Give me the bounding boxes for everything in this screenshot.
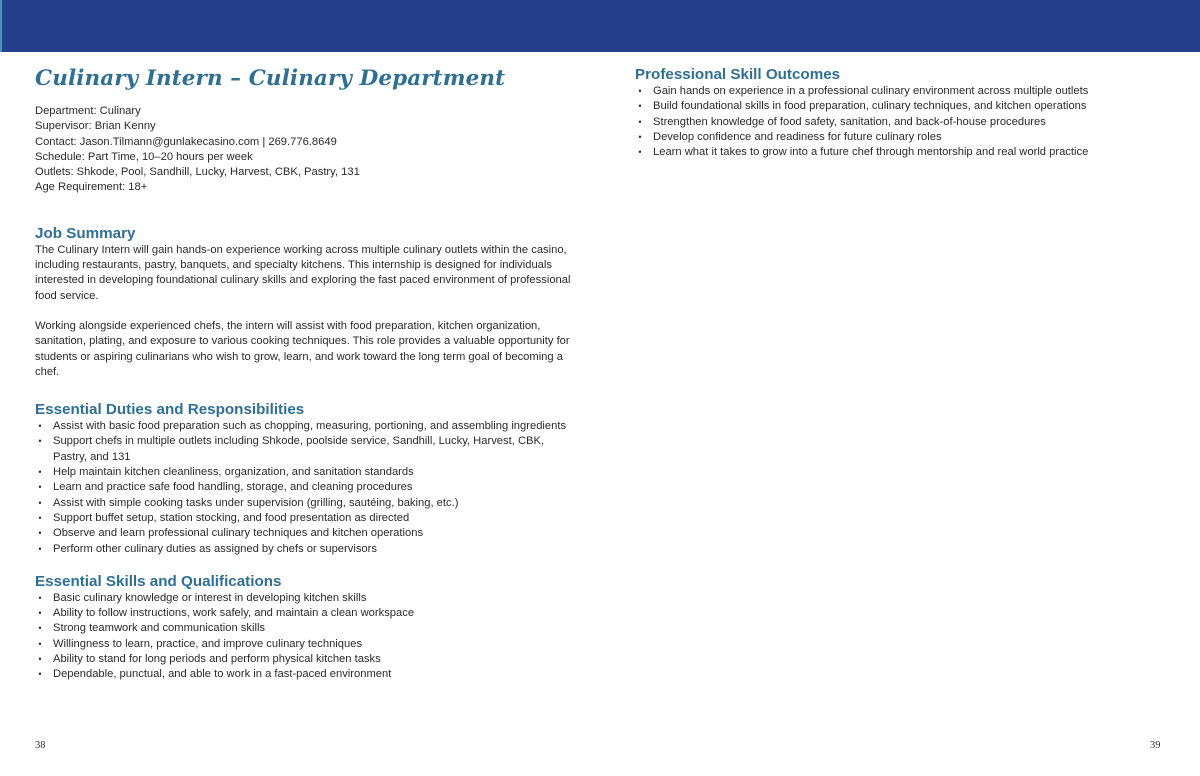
duty-item: [35, 480, 575, 495]
bullet-icon: •: [638, 131, 642, 142]
duty-text: Support chefs in multiple outlets including Shkode, poolside service, Sandhill, Lucky, Harvest, CBK, Pastry, and 131: [53, 435, 545, 463]
bullet-icon: •: [38, 669, 42, 680]
outcome-item: [635, 145, 1175, 160]
skill-item: [35, 637, 575, 652]
info-schedule: Schedule: Part Time, 10–20 hours per week: [35, 150, 253, 163]
bullet-icon: •: [38, 436, 42, 447]
duty-text: Help maintain kitchen cleanliness, organization, and sanitation standards: [53, 466, 414, 479]
skill-item: [35, 667, 575, 682]
bullet-icon: •: [638, 147, 642, 158]
duty-item: [35, 526, 575, 541]
bullet-icon: •: [38, 497, 42, 508]
outcome-text: Build foundational skills in food preparation, culinary techniques, and kitchen operations: [653, 100, 1087, 113]
duty-item: [35, 465, 575, 480]
duty-item: [35, 496, 575, 511]
bullet-icon: •: [38, 482, 42, 493]
bullet-icon: •: [38, 512, 42, 523]
duty-text: Assist with simple cooking tasks under supervision (grilling, sautéing, baking, etc.): [53, 496, 459, 509]
bullet-icon: •: [38, 592, 42, 603]
header-band-edge: [0, 0, 2, 52]
bullet-icon: •: [638, 101, 642, 112]
outcome-item: [635, 99, 1175, 114]
bullet-icon: •: [638, 116, 642, 127]
skill-item: [35, 606, 575, 621]
bullet-icon: •: [38, 623, 42, 634]
bullet-icon: •: [38, 467, 42, 478]
info-department: Department: Culinary: [35, 105, 141, 117]
skill-item: [35, 621, 575, 636]
info-contact: Contact: Jason.Tilmann@gunlakecasino.com | 269.776.8649: [35, 135, 337, 148]
outcome-item: [635, 130, 1175, 145]
duty-text: Support buffet setup, station stocking, and food presentation as directed: [53, 511, 410, 524]
job-summary-paragraph: Working alongside experienced chefs, the intern will assist with food preparation, kitchen organization, sanitation, plating, and exposure to various cooking techniques. This role provides a valuable opportunity for students or aspiring culinarians who wish to grow, learn, and work toward the long term goal of becoming a chef.: [35, 319, 570, 378]
skill-text: Willingness to learn, practice, and improve culinary techniques: [53, 637, 363, 650]
job-title: Culinary Intern – Culinary Department: [35, 66, 506, 91]
job-summary-heading: Job Summary: [35, 224, 136, 242]
info-outlets: Outlets: Shkode, Pool, Sandhill, Lucky, Harvest, CBK, Pastry, 131: [35, 166, 360, 179]
skill-item: [35, 591, 575, 606]
duty-item: [35, 419, 575, 434]
outcome-item: [635, 84, 1175, 99]
page-number-left: 38: [35, 740, 46, 751]
outcome-text: Gain hands on experience in a professional culinary environment across multiple outlets: [653, 85, 1089, 97]
outcome-text: Learn what it takes to grow into a future chef through mentorship and real world practice: [653, 146, 1089, 159]
skill-text: Ability to follow instructions, work safely, and maintain a clean workspace: [53, 607, 415, 620]
bullet-icon: •: [638, 86, 642, 96]
skills-heading: Essential Skills and Qualifications: [35, 572, 282, 590]
page-number-right: 39: [1150, 740, 1161, 751]
skill-text: Dependable, punctual, and able to work in a fast-paced environment: [53, 668, 392, 681]
duties-heading: Essential Duties and Responsibilities: [35, 401, 305, 419]
duty-text: Learn and practice safe food handling, storage, and cleaning procedures: [53, 481, 413, 494]
bullet-icon: •: [38, 421, 42, 432]
duties-list: [35, 419, 575, 557]
skill-item: [35, 652, 575, 667]
bullet-icon: •: [38, 608, 42, 619]
duty-text: Observe and learn professional culinary techniques and kitchen operations: [53, 527, 424, 540]
outcome-text: Develop confidence and readiness for future culinary roles: [653, 130, 942, 143]
bullet-icon: •: [38, 638, 42, 649]
bullet-icon: •: [38, 528, 42, 539]
outcome-item: [635, 115, 1175, 130]
info-supervisor: Supervisor: Brian Kenny: [35, 120, 156, 133]
outcomes-list: [635, 84, 1175, 160]
right-page: [635, 52, 1175, 160]
skills-list: [35, 591, 575, 683]
duty-item: [35, 542, 575, 557]
outcomes-heading: Professional Skill Outcomes: [635, 66, 841, 83]
duty-item: [35, 511, 575, 526]
skill-text: Ability to stand for long periods and perform physical kitchen tasks: [53, 653, 381, 666]
duty-item: [35, 434, 575, 465]
duty-text: Perform other culinary duties as assigned by chefs or supervisors: [53, 542, 377, 555]
info-age-requirement: Age Requirement: 18+: [35, 181, 148, 194]
duty-text: Assist with basic food preparation such as chopping, measuring, portioning, and assembling ingredients: [53, 420, 567, 433]
skill-text: Strong teamwork and communication skills: [53, 622, 266, 635]
left-page: [35, 52, 575, 683]
skill-text: Basic culinary knowledge or interest in developing kitchen skills: [53, 591, 367, 604]
bullet-icon: •: [38, 654, 42, 665]
job-info-list: [35, 104, 575, 196]
bullet-icon: •: [38, 543, 42, 554]
job-summary-paragraph: The Culinary Intern will gain hands-on experience working across multiple culinary outlets within the casino, including restaurants, pastry, banquets, and specialty kitchens. This internship is designed for individuals interested in developing foundational culinary skills and exploring the fast paced environment of professional food service.: [35, 243, 571, 302]
header-band: [0, 0, 1200, 52]
outcome-text: Strengthen knowledge of food safety, sanitation, and back-of-house procedures: [653, 115, 1046, 128]
